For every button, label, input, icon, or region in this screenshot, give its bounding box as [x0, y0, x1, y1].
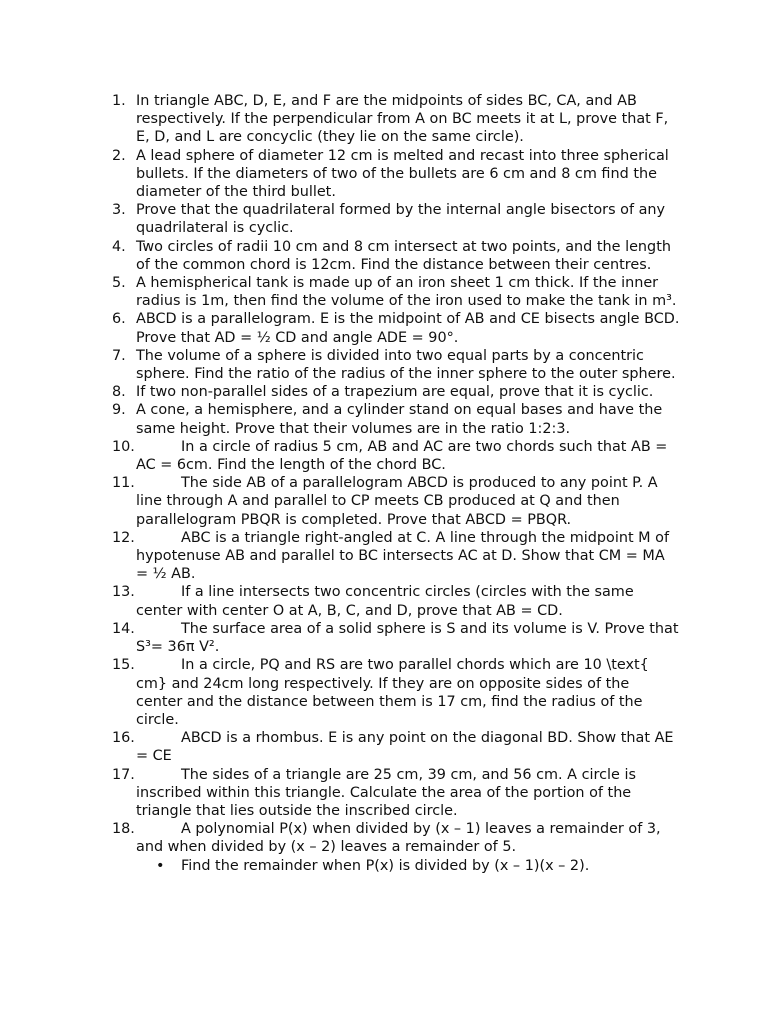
sub-bullet-text: Find the remainder when P(x) is divided by (x – 1)(x – 2).	[181, 857, 590, 874]
question-list	[0, 92, 768, 857]
question-text: The side AB of a parallelogram ABCD is produced to any point P. A line through A and parallel to CP meets CB produced at Q and then parallelogram PBQR is completed. Prove that ABCD = PBQR.	[136, 475, 658, 528]
question-item	[0, 92, 768, 147]
document-page	[0, 92, 768, 875]
question-number: 3.	[112, 202, 126, 219]
question-item	[0, 147, 768, 202]
question-text: If a line intersects two concentric circles (circles with the same center with center O at A, B, C, and D, prove that AB = CD.	[136, 584, 634, 619]
question-item	[0, 383, 768, 401]
question-number: 13.	[112, 584, 135, 601]
question-text: The surface area of a solid sphere is S and its volume is V. Prove that S³= 36π V².	[136, 620, 679, 656]
question-item	[0, 274, 768, 310]
question-item	[0, 238, 768, 274]
question-number: 18.	[112, 821, 135, 838]
question-item	[0, 766, 768, 821]
question-text: A polynomial P(x) when divided by (x – 1) leaves a remainder of 3, and when divided by (x – 2) leaves a remainder of 5.	[136, 821, 661, 856]
question-text: Prove that the quadrilateral formed by the internal angle bisectors of any quadrilateral is cyclic.	[136, 202, 666, 237]
question-text: ABC is a triangle right-angled at C. A line through the midpoint M of hypotenuse AB and parallel to BC intersects AC at D. Show that CM = MA = ½ AB.	[136, 529, 670, 583]
question-number: 4.	[112, 238, 126, 255]
question-item	[0, 583, 768, 619]
question-item	[0, 656, 768, 729]
question-number: 15.	[112, 657, 135, 674]
question-text: The sides of a triangle are 25 cm, 39 cm, and 56 cm. A circle is inscribed within this triangle. Calculate the area of the portion of the triangle that lies outside the inscribed circle.	[136, 766, 636, 819]
question-text: Two circles of radii 10 cm and 8 cm intersect at two points, and the length of the common chord is 12cm. Find the distance between their centres.	[136, 238, 671, 273]
question-number: 6.	[112, 311, 126, 328]
question-number: 14.	[112, 620, 135, 637]
question-number: 2.	[112, 147, 126, 164]
question-number: 7.	[112, 347, 126, 364]
question-number: 1.	[112, 93, 126, 109]
question-item	[0, 474, 768, 529]
sub-bullet-item	[0, 857, 768, 875]
question-item	[0, 201, 768, 237]
question-number: 11.	[112, 475, 135, 492]
question-number: 5.	[112, 275, 126, 292]
question-number: 8.	[112, 384, 126, 401]
question-number: 10.	[112, 438, 135, 455]
question-text: In a circle of radius 5 cm, AB and AC are two chords such that AB = AC = 6cm. Find the length of the chord BC.	[136, 438, 668, 474]
question-item	[0, 820, 768, 856]
question-item	[0, 347, 768, 383]
question-number: 12.	[112, 529, 135, 546]
question-text: A cone, a hemisphere, and a cylinder stand on equal bases and have the same height. Prove that their volumes are in the ratio 1:2:3.	[136, 402, 663, 437]
question-text: A hemispherical tank is made up of an iron sheet 1 cm thick. If the inner radius is 1m, then find the volume of the iron used to make the tank in m³.	[136, 275, 677, 310]
question-text: ABCD is a rhombus. E is any point on the diagonal BD. Show that AE = CE	[136, 730, 674, 765]
question-text: ABCD is a parallelogram. E is the midpoint of AB and CE bisects angle BCD. Prove that AD = ½ CD and angle ADE = 90°.	[136, 311, 680, 346]
question-number: 17.	[112, 766, 135, 783]
question-item	[0, 310, 768, 346]
question-number: 16.	[112, 730, 135, 747]
question-item	[0, 529, 768, 584]
question-number: 9.	[112, 402, 126, 419]
question-item	[0, 401, 768, 437]
question-text: If two non-parallel sides of a trapezium are equal, prove that it is cyclic.	[136, 384, 654, 401]
question-text: A lead sphere of diameter 12 cm is melted and recast into three spherical bullets. If the diameters of two of the bullets are 6 cm and 8 cm find the diameter of the third bullet.	[136, 147, 669, 201]
question-text: In triangle ABC, D, E, and F are the midpoints of sides BC, CA, and AB respectively. If the perpendicular from A on BC meets it at L, prove that F, E, D, and L are concyclic (they lie on the same circle).	[136, 93, 669, 146]
bullet-icon: •	[156, 857, 165, 874]
question-text: The volume of a sphere is divided into two equal parts by a concentric sphere. Find the ratio of the radius of the inner sphere to the outer sphere.	[136, 347, 676, 383]
question-item	[0, 729, 768, 765]
question-item	[0, 438, 768, 474]
question-text: In a circle, PQ and RS are two parallel chords which are 10 \text{ cm} and 24cm long respectively. If they are on opposite sides of the center and the distance between them is 17 cm, find the radius of the circle.	[136, 657, 649, 728]
question-item	[0, 620, 768, 656]
